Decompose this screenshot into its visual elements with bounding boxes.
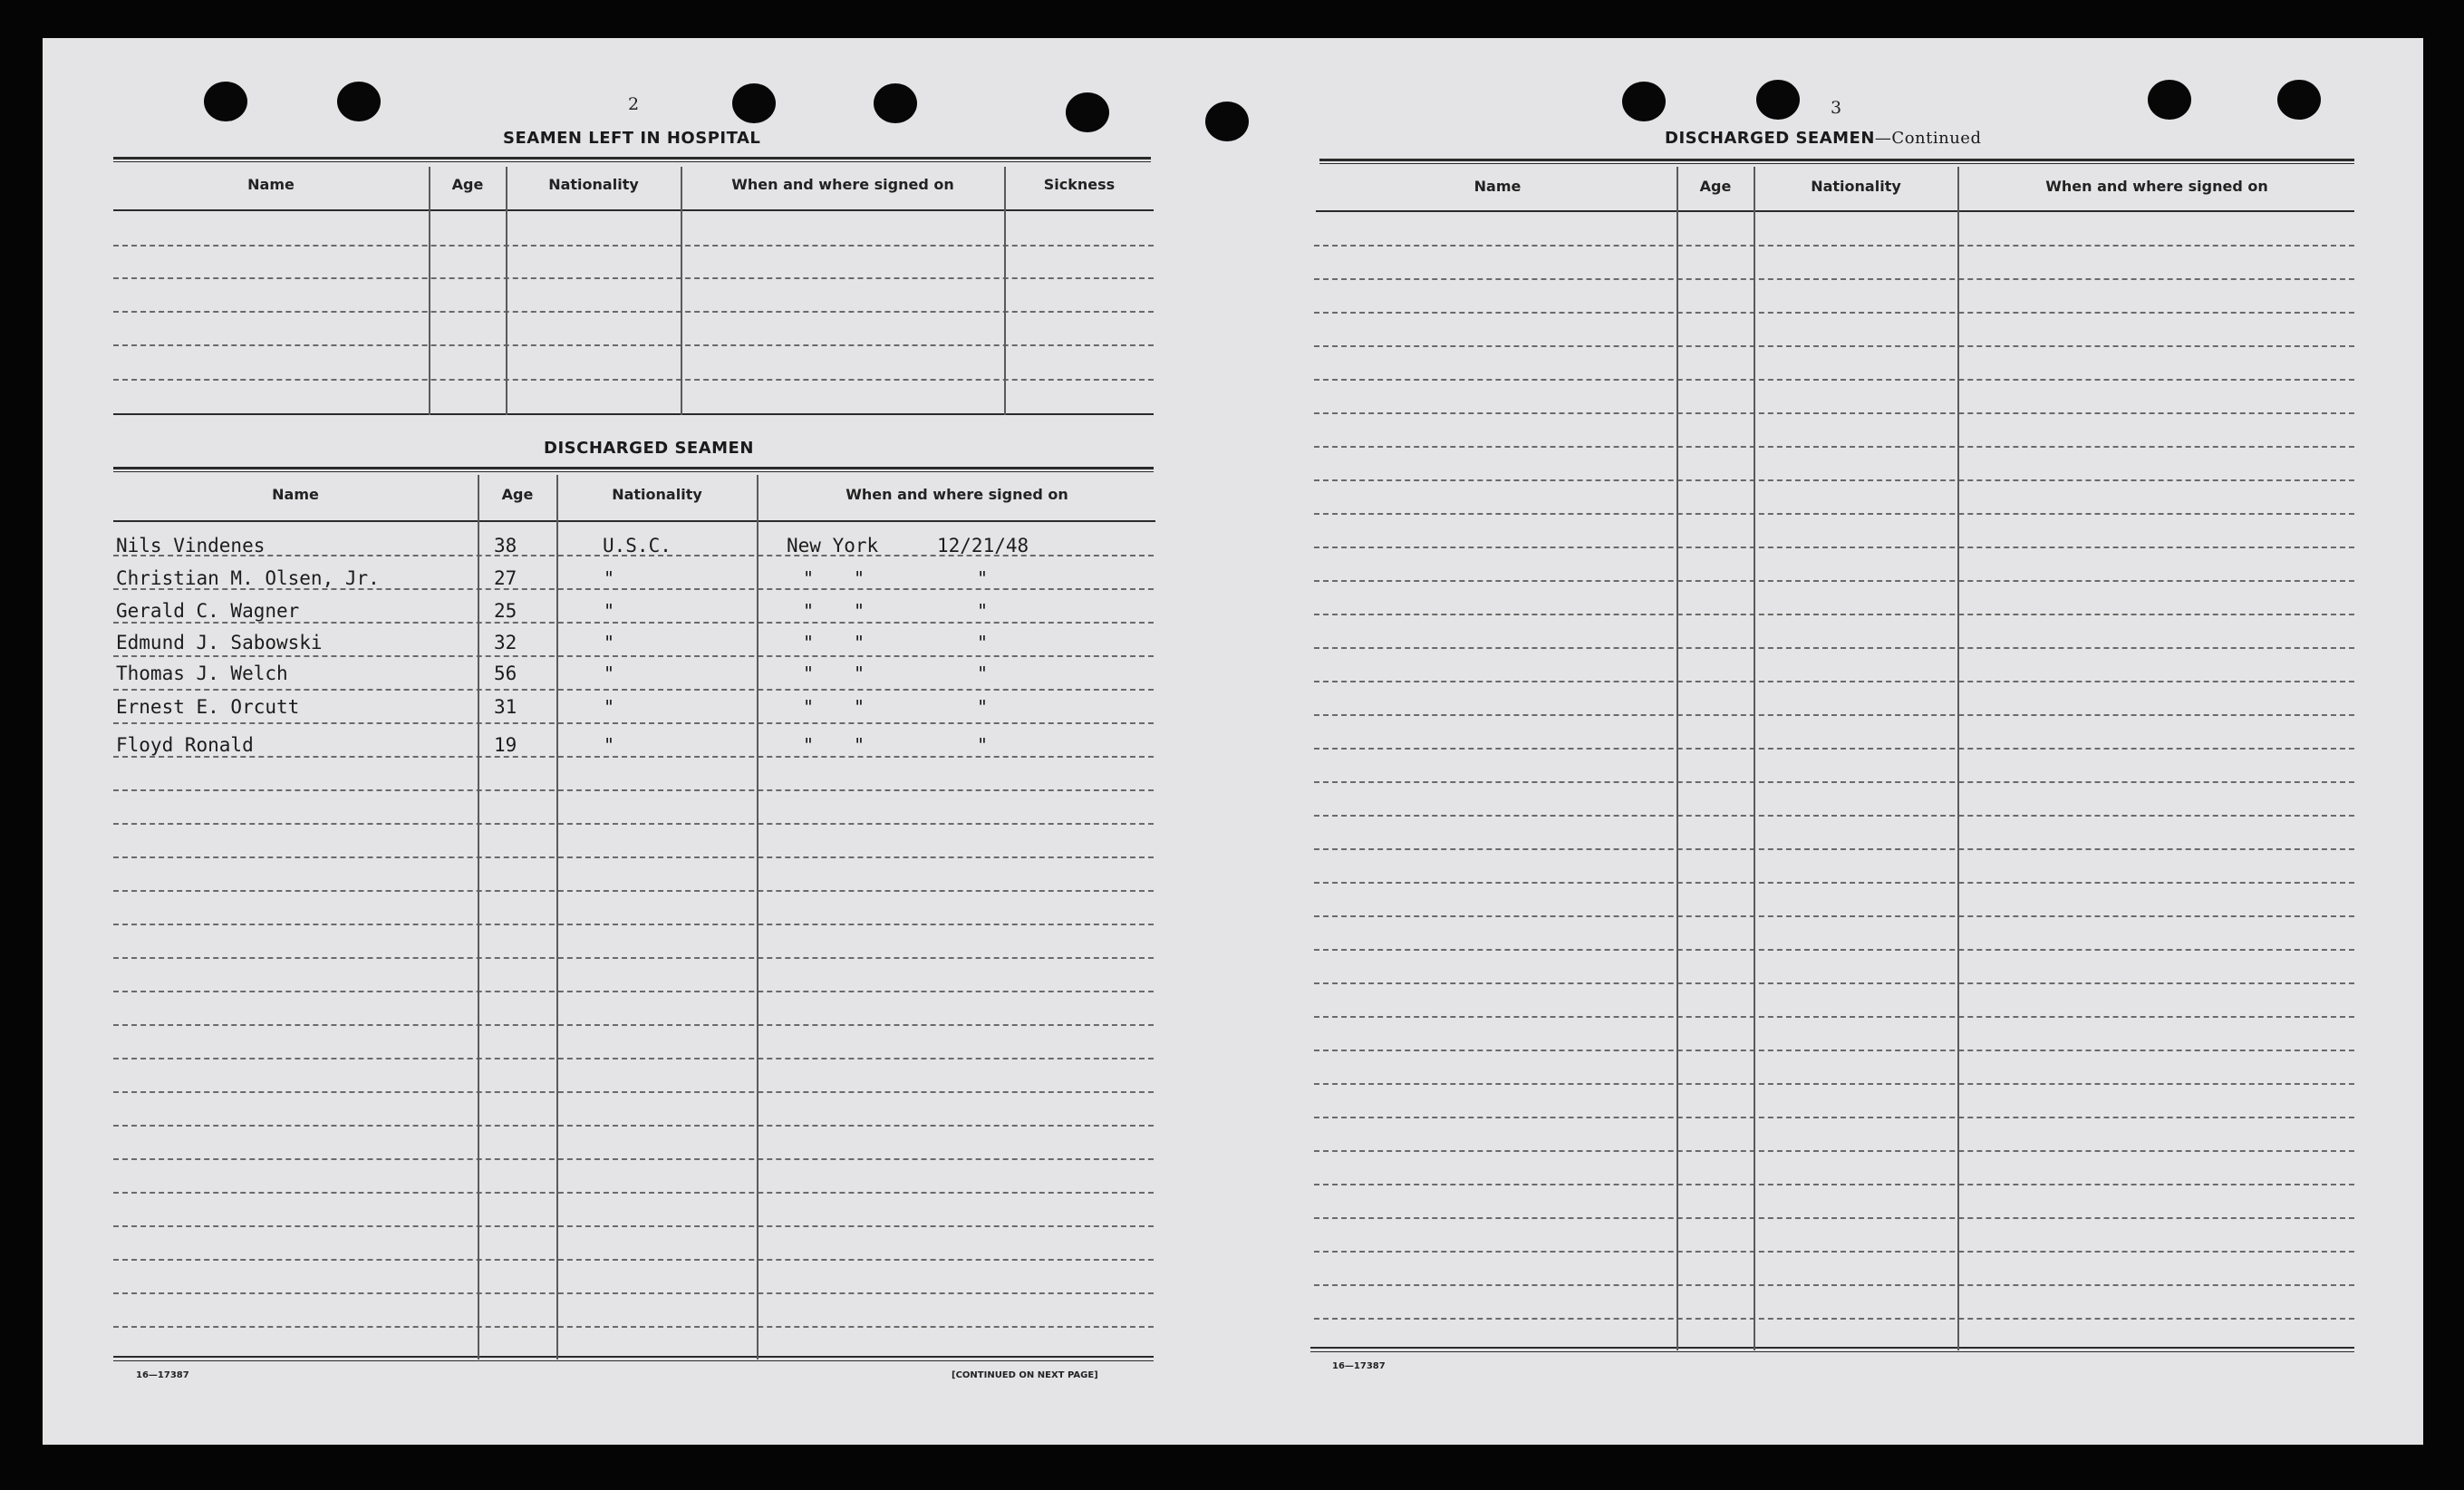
row-rule [113,957,1154,959]
form-number-right: 16—17387 [1332,1361,1386,1371]
signed-on-date: " [977,696,989,718]
row-rule [1314,1318,2354,1320]
table-rule [113,157,1151,160]
signed-on-place-ditto: " [854,632,865,653]
punch-hole [732,83,776,123]
discharged-col-age: Age [501,486,534,503]
punch-hole [874,83,917,123]
seaman-nationality: " [604,632,615,653]
table-rule [113,413,1154,415]
row-rule [1314,379,2354,381]
row-rule [113,924,1154,925]
seaman-name: Nils Vindenes [116,535,266,556]
seaman-nationality: " [604,663,615,684]
signed-on-date: " [977,632,989,653]
row-rule [113,277,1154,279]
row-rule [1314,1150,2354,1152]
seaman-age: 56 [494,663,517,684]
row-rule [1314,1083,2354,1085]
row-rule [113,344,1154,346]
seaman-nationality: " [604,567,615,589]
row-rule [113,1058,1154,1059]
page-number-right: 3 [1831,98,1842,118]
punch-hole [1622,82,1666,121]
punch-hole [1066,92,1109,132]
row-rule [113,622,1154,624]
discharged-col-nationality: Nationality [612,486,702,503]
page-number-left: 2 [628,94,640,114]
table-rule [1319,163,2354,164]
signed-on-place: " [803,632,815,653]
right-section-title [1665,129,1981,148]
punch-hole [2148,80,2191,120]
row-rule [1314,245,2354,247]
row-rule [1314,1016,2354,1018]
row-rule [1314,412,2354,414]
seaman-name: Floyd Ronald [116,734,254,756]
table-rule [113,471,1154,472]
row-rule [1314,446,2354,448]
punch-hole [204,82,247,121]
table-rule [113,467,1154,469]
row-rule [1314,982,2354,984]
signed-on-date: 12/21/48 [937,535,1029,556]
hospital-col-name: Name [247,176,295,193]
table-rule [113,209,1154,211]
row-rule [1314,748,2354,750]
seaman-nationality: " [604,734,615,756]
row-rule [1314,547,2354,548]
row-rule [113,311,1154,313]
row-rule [113,823,1154,825]
punch-hole [1205,102,1249,141]
row-rule [113,1225,1154,1227]
row-rule [1314,1251,2354,1253]
row-rule [1314,614,2354,615]
seaman-age: 19 [494,734,517,756]
row-rule [113,1259,1154,1261]
seaman-name: Edmund J. Sabowski [116,632,323,653]
table-rule [113,520,1155,522]
signed-on-date: " [977,567,989,589]
signed-on-place-ditto: " [854,567,865,589]
row-rule [1314,580,2354,582]
punch-hole [2277,80,2321,120]
row-rule [113,245,1154,247]
row-rule [1314,915,2354,917]
signed-on-date: " [977,663,989,684]
form-number-left: 16—17387 [136,1370,189,1380]
row-rule [113,1292,1154,1294]
row-rule [1314,1184,2354,1185]
row-rule [113,689,1154,691]
seaman-name: Gerald C. Wagner [116,600,300,622]
table-rule [1310,1347,2354,1349]
hospital-col-sickness: Sickness [1043,176,1116,193]
row-rule [1314,278,2354,280]
table-rule [1319,159,2354,161]
right-section-title-main: DISCHARGED SEAMEN [1665,129,1875,148]
row-rule [113,1125,1154,1127]
row-rule [113,890,1154,892]
discharged-col-signed-on: When and where signed on [845,486,1068,503]
row-rule [1314,1217,2354,1219]
row-rule [1314,312,2354,314]
signed-on-place-ditto: " [854,696,865,718]
seaman-nationality: U.S.C. [603,535,672,556]
row-rule [113,789,1154,791]
hospital-col-signed-on: When and where signed on [731,176,954,193]
signed-on-place: " [803,696,815,718]
discharged-section-title: DISCHARGED SEAMEN [544,439,754,458]
right-col-name: Name [1474,178,1522,195]
table-rule [1310,1351,2354,1352]
row-rule [113,756,1154,758]
row-rule [1314,1117,2354,1118]
row-rule [113,655,1154,657]
right-col-signed-on: When and where signed on [2045,178,2268,195]
signed-on-place: " [803,567,815,589]
signed-on-place: " [803,663,815,684]
row-rule [1314,479,2354,481]
column-rule [556,475,558,1359]
signed-on-date: " [977,600,989,622]
row-rule [1314,1050,2354,1051]
table-rule [1316,210,2354,212]
column-rule [1004,167,1006,415]
seaman-nationality: " [604,600,615,622]
seaman-age: 25 [494,600,517,622]
signed-on-place-ditto: " [854,600,865,622]
row-rule [113,991,1154,992]
row-rule [113,722,1154,724]
seaman-name: Ernest E. Orcutt [116,696,300,718]
right-section-title-suffix: —Continued [1874,129,1982,148]
signed-on-place: " [803,734,815,756]
document-scan [43,38,2423,1445]
right-col-nationality: Nationality [1811,178,1901,195]
row-rule [1314,647,2354,649]
right-col-age: Age [1699,178,1732,195]
column-rule [506,167,507,415]
row-rule [1314,882,2354,884]
row-rule [113,379,1154,381]
table-rule [113,1356,1154,1358]
hospital-col-nationality: Nationality [548,176,639,193]
row-rule [113,1091,1154,1093]
column-rule [478,475,479,1359]
row-rule [113,1326,1154,1328]
row-rule [113,1158,1154,1160]
row-rule [113,856,1154,858]
punch-hole [1756,80,1800,120]
row-rule [1314,714,2354,716]
row-rule [1314,681,2354,682]
seaman-age: 31 [494,696,517,718]
discharged-col-name: Name [272,486,319,503]
signed-on-place-ditto: " [854,663,865,684]
signed-on-place: New York [787,535,879,556]
continued-note: [CONTINUED ON NEXT PAGE] [952,1370,1098,1380]
table-rule [113,1360,1154,1361]
row-rule [1314,781,2354,783]
seaman-name: Christian M. Olsen, Jr. [116,567,380,589]
hospital-col-age: Age [451,176,484,193]
row-rule [1314,949,2354,951]
row-rule [113,1024,1154,1026]
row-rule [1314,1284,2354,1286]
signed-on-place-ditto: " [854,734,865,756]
column-rule [1957,167,1959,1350]
row-rule [1314,345,2354,347]
column-rule [681,167,682,415]
seaman-age: 27 [494,567,517,589]
hospital-section-title: SEAMEN LEFT IN HOSPITAL [503,129,761,148]
table-rule [113,161,1151,162]
column-rule [757,475,759,1359]
row-rule [1314,848,2354,850]
seaman-nationality: " [604,696,615,718]
column-rule [429,167,430,415]
punch-hole [337,82,381,121]
row-rule [113,1192,1154,1194]
signed-on-date: " [977,734,989,756]
seaman-age: 32 [494,632,517,653]
seaman-age: 38 [494,535,517,556]
signed-on-place: " [803,600,815,622]
seaman-name: Thomas J. Welch [116,663,288,684]
column-rule [1754,167,1755,1350]
row-rule [1314,513,2354,515]
column-rule [1676,167,1678,1350]
row-rule [1314,815,2354,817]
